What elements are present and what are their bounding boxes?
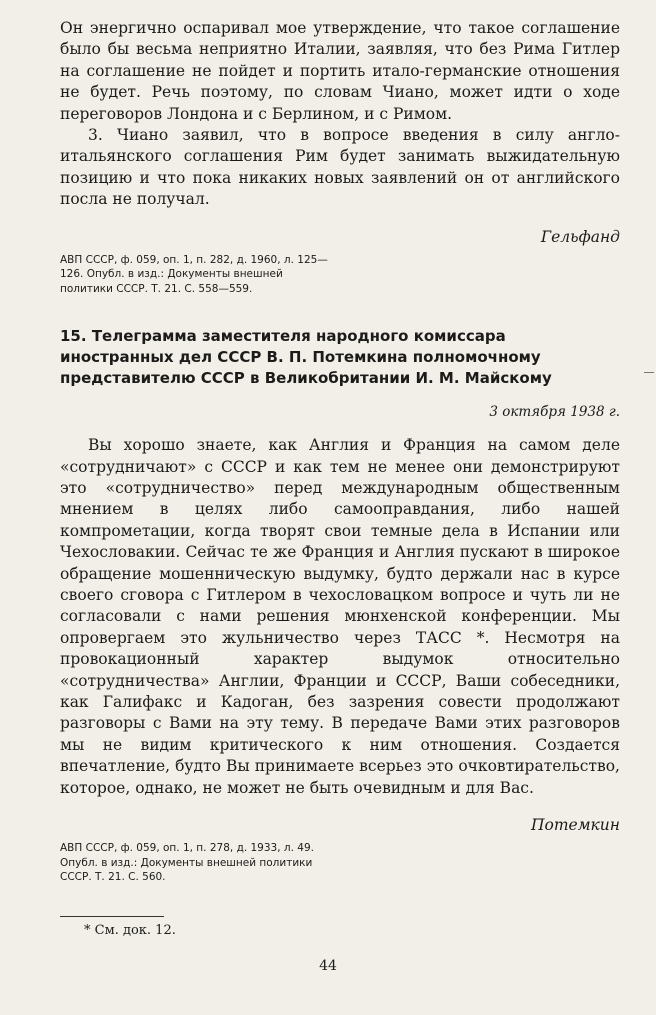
prev-signature: Гельфанд (540, 227, 620, 246)
document-date: 3 октября 1938 г. (489, 404, 620, 421)
prev-paragraph-1: Он энергично оспаривал мое утверждение, что такое соглашение было бы весьма неприятно Италии, заявляя, что без Рима Гитлер на соглашение не пойдет и портить итало-германские отношения не будет. Речь поэтому, по словам Чиано, может идти о ходе переговоров Лондона и с Берлином, и с Римом. (60, 19, 620, 123)
document-number: 15. (60, 327, 87, 346)
prev-archive-source: АВП СССР, ф. 059, оп. 1, п. 282, д. 1960, л. 125—126. Опубл. в изд.: Документы внешней политики СССР. Т. 21. С. 558—559. (60, 253, 328, 295)
page-content (60, 18, 620, 885)
document-body: Вы хорошо знаете, как Англия и Франция на самом деле «сотрудничают» с СССР и как тем не менее они демонстрируют это «сотрудничество» перед международным общественным мнением в целях либо самооправдания, либо нашей компрометации, когда творят свои темные дела в Испании или Чехословакии. Сейчас те же Франция и Англия пускают в широкое обращение мошенническую выдумку, будто держали нас в курсе своего сговора с Гитлером в чехословацком вопросе и чуть ли не согласовали с нами решения мюнхенской конференции. Мы опровергаем это жульничество через ТАСС *. Несмотря на провокационный характер выдумок относительно «сотрудничества» Англии, Франции и СССР, Ваши собеседники, как Галифакс и Кадоган, без зазрения совести продолжают разговоры с Вами на эту тему. В передаче Вами этих разговоров мы не видим критического к ним отношения. Создается впечатление, будто Вы принимаете всерьез это очковтирательство, которое, однако, не может не быть очевидным и для Вас. (60, 436, 620, 797)
document-archive-source: АВП СССР, ф. 059, оп. 1, п. 278, д. 1933, л. 49. Опубл. в изд.: Документы внешней политики СССР. Т. 21. С. 560. (60, 842, 314, 884)
margin-mark (644, 372, 654, 373)
page-number: 44 (319, 958, 337, 974)
footnote-rule (60, 916, 164, 917)
document-title: Телеграмма заместителя народного комиссара иностранных дел СССР В. П. Потемкина полномочному представителю СССР в Великобритании И. М. Майскому (60, 327, 552, 388)
prev-paragraph-2: 3. Чиано заявил, что в вопросе введения в силу англо-итальянского соглашения Рим будет занимать выжидательную позицию и что пока никаких новых заявлений он от английского посла не получал. (60, 126, 620, 209)
document-heading (60, 326, 620, 389)
document-signature: Потемкин (530, 816, 620, 835)
footnote: * См. док. 12. (84, 923, 176, 938)
